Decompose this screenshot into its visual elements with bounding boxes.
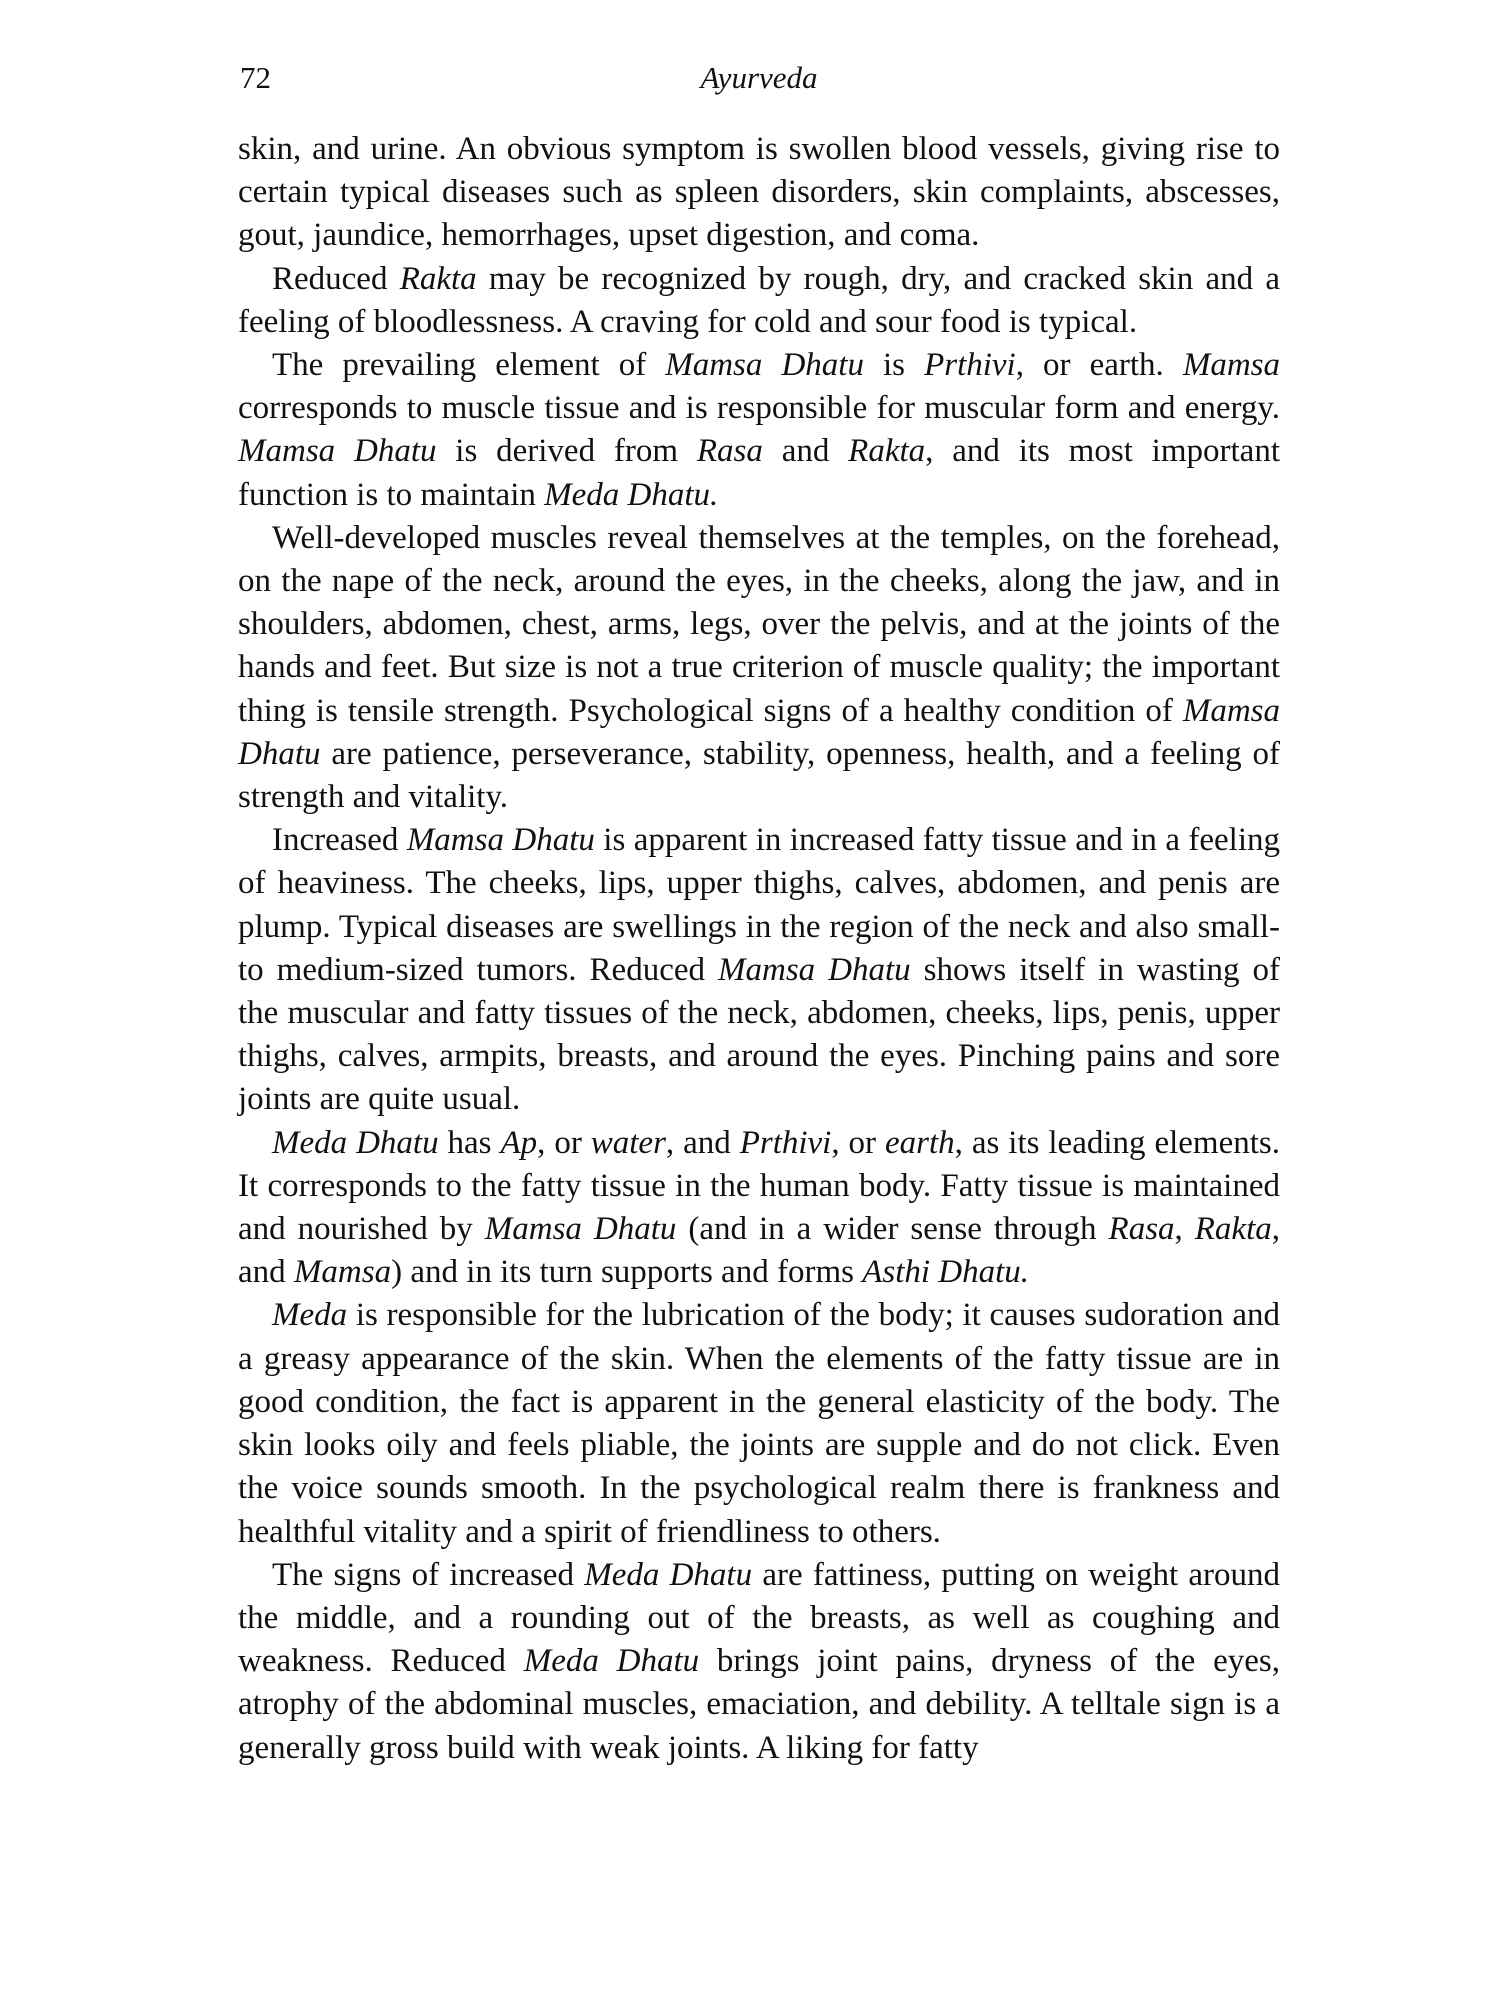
- paragraph: [238, 1294, 1280, 1553]
- text-run: The prevailing element of: [272, 347, 666, 384]
- italic-term: Asthi Dhatu.: [862, 1254, 1030, 1291]
- text-run: shows itself in wasting of the muscular and fatty tissues of the neck, abdomen, cheeks, lips, penis, upper thighs, calves, armpits, breasts, and around the eyes. Pinching pains and sore joints are quite usual.: [238, 951, 1280, 1118]
- italic-term: Mamsa Dhatu: [406, 822, 595, 859]
- text-run: and: [762, 433, 849, 470]
- italic-term: Ap: [500, 1124, 538, 1161]
- paragraph: [238, 344, 1280, 517]
- text-run: , as its leading elements. It corresponds to the fatty tissue in the human body. Fatty tissue is maintained and nourished by: [238, 1124, 1280, 1248]
- text-run: Reduced: [272, 260, 400, 297]
- text-run: skin, and urine. An obvious symptom is swollen blood vessels, giving rise to certain typical diseases such as spleen disorders, skin complaints, abscesses, gout, jaundice, hemorrhages, upset digestion, and coma.: [238, 131, 1280, 254]
- book-page: [238, 56, 1280, 1770]
- italic-term: Mamsa Dhatu: [665, 347, 864, 384]
- text-run: are fattiness, putting on weight around the middle, and a rounding out of the breasts, as well as coughing and weakness. Reduced: [238, 1556, 1280, 1680]
- text-run: brings joint pains, dryness of the eyes, atrophy of the abdominal muscles, emaciation, and debility. A telltale sign is a generally gross build with weak joints. A liking for fatty: [238, 1643, 1280, 1766]
- text-run: has: [438, 1124, 501, 1161]
- text-run: , or earth.: [1015, 347, 1183, 384]
- text-run: is responsible for the lubrication of the body; it causes sudoration and a greasy appearance of the skin. When the elements of the fatty tissue are in good condition, the fact is apparent in the general elasticity of the body. The skin looks oily and feels pliable, the joints are supple and do not click. Even the voice sounds smooth. In the psychological realm there is frankness and healthful vitality and a spirit of friendliness to others.: [238, 1297, 1280, 1550]
- paragraph: [238, 128, 1280, 258]
- italic-term: Rakta: [399, 260, 477, 297]
- italic-term: Rasa: [1108, 1211, 1175, 1248]
- page-number: 72: [240, 60, 271, 95]
- italic-term: Rakta: [1194, 1211, 1272, 1248]
- text-run: , and: [665, 1124, 740, 1161]
- text-run: is: [863, 347, 925, 384]
- italic-term: Mamsa Dhatu: [238, 692, 1280, 772]
- text-run: (and in a wider sense through: [676, 1211, 1109, 1248]
- paragraph: [238, 258, 1280, 344]
- text-run: , or: [831, 1124, 885, 1161]
- paragraph: [238, 1122, 1280, 1295]
- italic-term: Meda: [272, 1297, 348, 1334]
- italic-term: Prthivi: [739, 1124, 832, 1161]
- text-run: is apparent in increased fatty tissue and in a feeling of heaviness. The cheeks, lips, upper thighs, calves, abdomen, and penis are plump. Typical diseases are swellings in the region of the neck and also small- to medium-sized tumors. Reduced: [238, 822, 1280, 988]
- text-run: ) and in its turn supports and forms: [391, 1254, 863, 1291]
- paragraph: [238, 517, 1280, 819]
- paragraph: [238, 819, 1280, 1121]
- italic-term: earth: [884, 1124, 955, 1161]
- italic-term: Rakta: [848, 433, 926, 470]
- text-run: ,: [1174, 1211, 1195, 1248]
- text-run: , and its most important function is to maintain: [238, 433, 1280, 513]
- italic-term: water: [590, 1124, 666, 1161]
- italic-term: Meda Dhatu.: [544, 476, 719, 513]
- text-run: is derived from: [436, 433, 697, 470]
- italic-term: Meda Dhatu: [523, 1643, 700, 1680]
- italic-term: Rasa: [696, 433, 763, 470]
- body-text: [238, 128, 1280, 1770]
- text-run: are patience, perseverance, stability, openness, health, and a feeling of strength and vitality.: [238, 735, 1280, 816]
- italic-term: Meda Dhatu: [272, 1124, 439, 1161]
- text-run: Well-developed muscles reveal themselves at the temples, on the forehead, on the nape of the neck, around the eyes, in the cheeks, along the jaw, and in shoulders, abdomen, chest, arms, legs, over the pelvis, and at the joints of the hands and feet. But size is not a true criterion of muscle quality; the important thing is tensile strength. Psychological signs of a healthy condition of: [238, 519, 1280, 729]
- paragraph: [238, 1554, 1280, 1770]
- text-run: , and: [238, 1211, 1280, 1291]
- italic-term: Mamsa: [293, 1254, 392, 1291]
- italic-term: Mamsa: [1182, 347, 1280, 384]
- italic-term: Mamsa Dhatu: [718, 951, 911, 988]
- text-run: , or: [537, 1124, 591, 1161]
- running-head: [238, 56, 1280, 106]
- italic-term: Mamsa Dhatu: [484, 1211, 677, 1248]
- italic-term: Prthivi: [924, 347, 1016, 384]
- italic-term: Meda Dhatu: [584, 1556, 753, 1593]
- text-run: Increased: [272, 822, 407, 859]
- text-run: The signs of increased: [272, 1556, 585, 1593]
- italic-term: Mamsa Dhatu: [238, 433, 437, 470]
- text-run: corresponds to muscle tissue and is responsible for muscular form and energy.: [238, 390, 1280, 427]
- text-run: may be recognized by rough, dry, and cracked skin and a feeling of bloodlessness. A craving for cold and sour food is typical.: [238, 260, 1280, 340]
- book-title: Ayurveda: [700, 60, 818, 95]
